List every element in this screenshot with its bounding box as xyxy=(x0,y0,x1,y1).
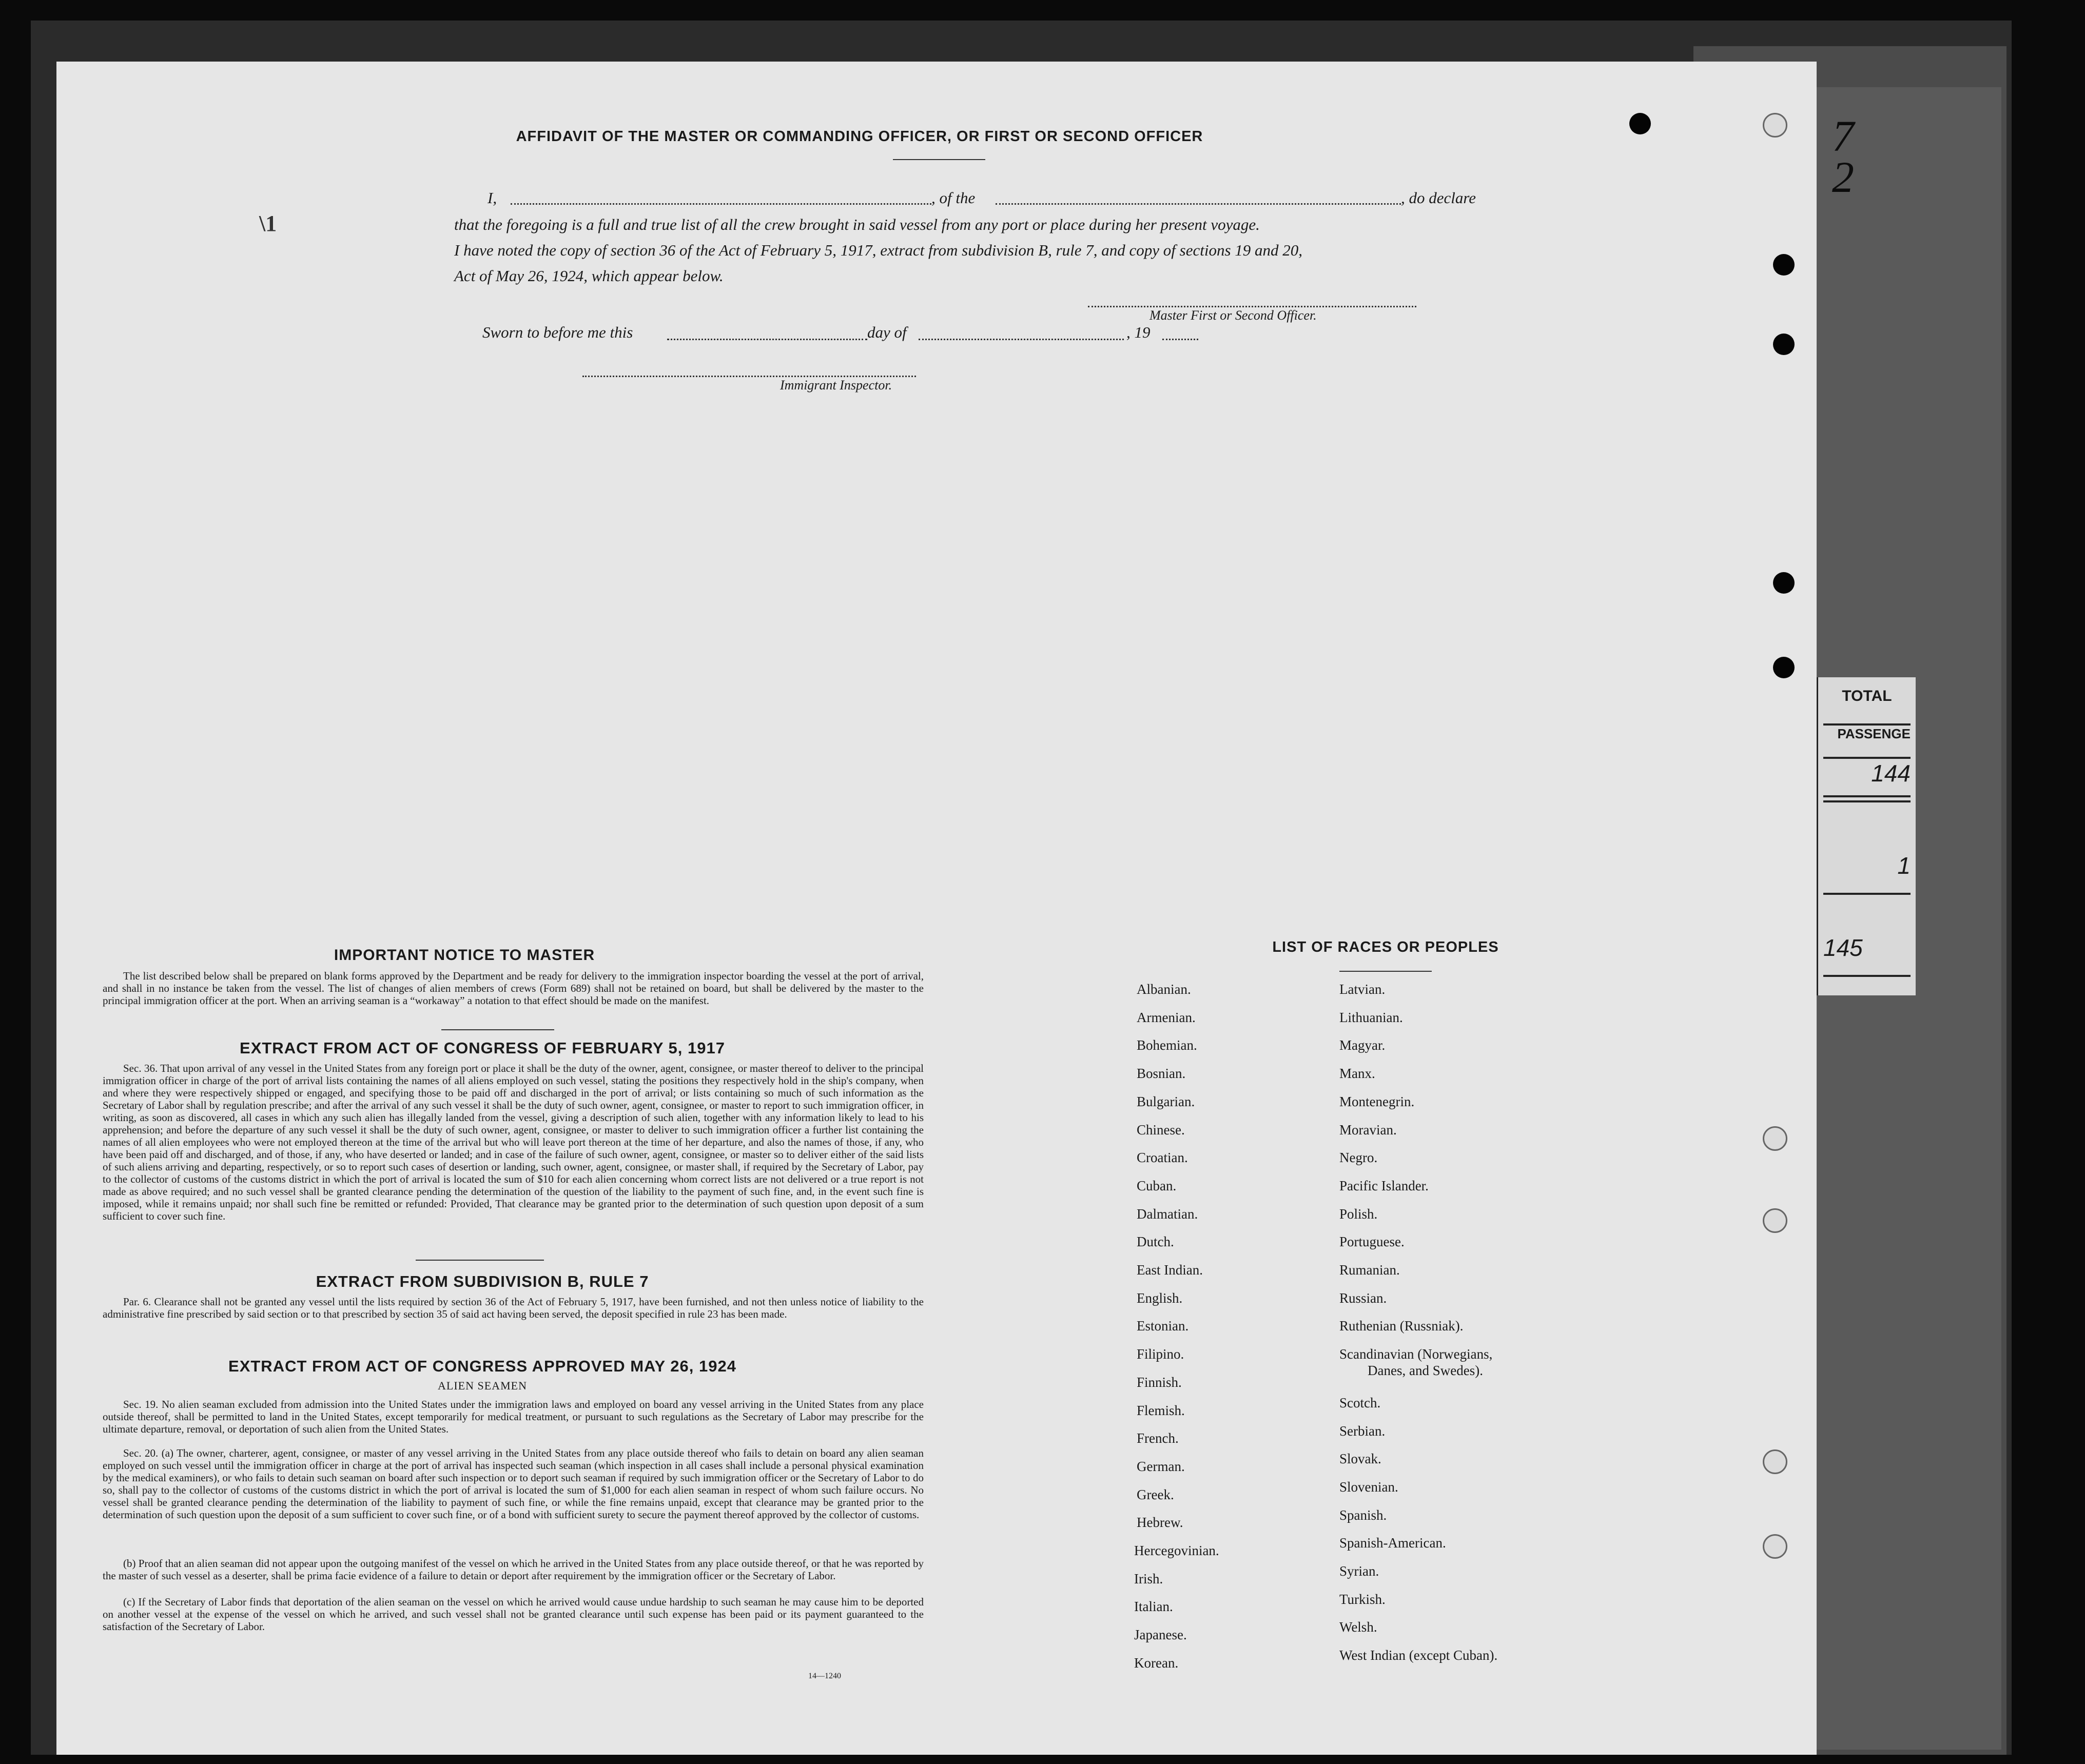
race-item: Hebrew. xyxy=(1137,1515,1183,1531)
tally-rule xyxy=(1823,800,1911,802)
race-item: Bohemian. xyxy=(1137,1037,1197,1053)
race-item: Armenian. xyxy=(1137,1009,1196,1025)
notice-title: IMPORTANT NOTICE TO MASTER xyxy=(334,947,595,964)
race-item: Hercegovinian. xyxy=(1134,1543,1219,1558)
extract-rule7-body: Par. 6. Clearance shall not be granted any vessel until the lists required by section 36 of the Act of February 5, 1917, have been furnished, and not then unless notice of liability to the administrative fine prescribed by said section or to that prescribed by section 35 of said act having been served, the deposit specified in rule 23 has been made. xyxy=(103,1296,924,1320)
race-item: Negro. xyxy=(1339,1150,1378,1166)
race-item: Flemish. xyxy=(1137,1402,1185,1418)
tally-strip xyxy=(1817,677,1916,995)
race-item: Japanese. xyxy=(1134,1627,1187,1643)
race-item: Spanish. xyxy=(1339,1507,1387,1523)
race-item: German. xyxy=(1137,1458,1185,1474)
race-item: Dalmatian. xyxy=(1137,1206,1198,1222)
affidavit-do-declare: , do declare xyxy=(1401,189,1476,207)
extract-1917-title: EXTRACT FROM ACT OF CONGRESS OF FEBRUARY 5, 1917 xyxy=(240,1039,725,1057)
race-item: Filipino. xyxy=(1137,1346,1184,1362)
tally-value-145: 145 xyxy=(1823,934,1911,977)
race-item: East Indian. xyxy=(1137,1262,1203,1278)
race-item: Spanish-American. xyxy=(1339,1535,1446,1551)
race-item: Portuguese. xyxy=(1339,1234,1405,1250)
race-item: Scandinavian (Norwegians, xyxy=(1339,1346,1493,1362)
sworn-year-line xyxy=(1162,339,1198,340)
inspector-signature-label: Immigrant Inspector. xyxy=(780,378,892,393)
master-signature-label: Master First or Second Officer. xyxy=(1149,308,1317,323)
master-signature-line xyxy=(1088,306,1416,307)
extract-1924-title: EXTRACT FROM ACT OF CONGRESS APPROVED MAY 26, 1924 xyxy=(228,1357,736,1375)
tally-value-144: 144 xyxy=(1823,759,1911,797)
tally-total-label: TOTAL xyxy=(1823,688,1911,726)
race-item: Ruthenian (Russniak). xyxy=(1339,1318,1464,1334)
tally-passengers-label: PASSENGE xyxy=(1823,726,1911,759)
race-item: Estonian. xyxy=(1137,1318,1189,1334)
sworn-day-line xyxy=(667,339,867,340)
race-item: Polish. xyxy=(1339,1206,1378,1222)
race-item: Latvian. xyxy=(1339,982,1386,997)
tally-value-1: 1 xyxy=(1823,852,1911,895)
punch-hole xyxy=(1773,657,1795,678)
name-field-line xyxy=(511,203,931,205)
race-item: Magyar. xyxy=(1339,1037,1386,1053)
title-rule xyxy=(893,159,985,160)
extract-rule7-title: EXTRACT FROM SUBDIVISION B, RULE 7 xyxy=(316,1272,649,1290)
race-item: French. xyxy=(1137,1430,1179,1446)
race-item: Korean. xyxy=(1134,1655,1179,1671)
race-item: Moravian. xyxy=(1339,1122,1397,1138)
binder-ring xyxy=(1763,1126,1787,1151)
affidavit-of-the: , of the xyxy=(931,189,976,207)
race-item: Turkish. xyxy=(1339,1591,1386,1607)
manifest-sheet xyxy=(56,62,1817,1755)
sec20c-body: (c) If the Secretary of Labor finds that deportation of the alien seaman on the vessel on which he arrived would cause undue hardship to such seaman he may cause him to be deported on another vessel at the expense of the vessel on which he arrived, and such vessel shall not be granted clearance until such expense has been paid or its payment guaranteed to the satisfaction of the Secretary of Labor. xyxy=(103,1596,924,1633)
race-item: Danes, and Swedes). xyxy=(1368,1363,1483,1379)
sec20b-body: (b) Proof that an alien seaman did not appear upon the outgoing manifest of the vessel on which he arrived in the United States from any place outside thereof, or that he was reported by the master of such vessel as a deserter, shall be prima facie evidence of a failure to detain or deport after requirement by the immigration officer or the Secretary of Labor. xyxy=(103,1557,924,1582)
race-item: Scotch. xyxy=(1339,1395,1381,1410)
sec20a-body: Sec. 20. (a) The owner, charterer, agent, consignee, or master of any vessel arriving in the United States from any place outside thereof who fails to detain on board any alien seaman employed on such vessel until the immigration officer in charge at the port of arrival has inspected such seaman (which inspection in all cases shall include a personal physical examination by the medical examiners), or who fails to detain such seaman on board after such inspection or to deport such seaman if required by such immigration officer or the Secretary of Labor to do so, shall pay to the collector of customs of the customs district in which the port of arrival is located the sum of $1,000 for each alien seaman in respect of whom such failure occurs. No vessel shall be granted clearance pending the determination of the liability to payment of such fine, or while the fine remains unpaid, except that clearance may be granted prior to the determination of such question upon the deposit of a sum sufficient to cover such fine, or of a bond with sufficient surety to secure the payment thereof approved by the collector of customs. xyxy=(103,1447,924,1521)
race-item: Italian. xyxy=(1134,1599,1173,1615)
form-number: 14—1240 xyxy=(808,1672,841,1680)
race-item: Lithuanian. xyxy=(1339,1009,1403,1025)
punch-hole xyxy=(1773,254,1795,276)
race-item: Manx. xyxy=(1339,1066,1375,1082)
affidavit-line2: that the foregoing is a full and true list of all the crew brought in said vessel from any port or place during her present voyage. xyxy=(454,215,1260,233)
section-rule xyxy=(441,1029,554,1030)
race-item: Finnish. xyxy=(1137,1374,1182,1390)
extract-1917-body: Sec. 36. That upon arrival of any vessel in the United States from any foreign port or place it shall be the duty of the owner, agent, consignee, or master thereof to deliver to the principal immigration officer in charge of the port of arrival lists containing the names of all aliens employed on such vessel, stating the positions they respectively hold in the ship's company, when and where they were respectively shipped or engaged, and specifying those to be paid off and discharged in the port of arrival; or lists containing so much of such information as the Secretary of Labor shall by regulation prescribe; and after the arrival of any such vessel it shall be the duty of such owner, agent, consignee, or master to report to such immigration officer, in writing, as soon as discovered, all cases in which any such alien has illegally landed from the vessel, giving a description of such alien, together with any information likely to lead to his apprehension; and before the departure of any such vessel it shall be the duty of such owner, agent, consignee, or master to deliver to such immigration officer a further list containing the names of all alien employees who were not employed thereon at the time of the arrival but who will leave port thereon at the time of her departure, and also the names of those, if any, who have been paid off and discharged, and of those, if any, who have deserted or landed; and in case of the failure of such owner, agent, consignee, or master so to deliver either of the said lists of such aliens arriving and departing, respectively, or so to report such cases of desertion or landing, such owner, agent, consignee, or master shall, if required by the Secretary of Labor, pay to the collector of customs of the customs district in which the port of arrival is located the sum of $10 for each alien concerning whom correct lists are not delivered or a true report is not made as above required; and no such vessel shall be granted clearance pending the determination of the question of the liability to the payment of such fine, and, in the event such fine is imposed, while it remains unpaid; nor shall such fine be remitted or refunded: Provided, That clearance may be granted prior to the determination of such question upon deposit of a sum sufficient to cover such fine. xyxy=(103,1062,924,1222)
affidavit-line4: Act of May 26, 1924, which appear below. xyxy=(454,267,724,285)
punch-hole xyxy=(1773,572,1795,594)
race-item: Irish. xyxy=(1134,1571,1163,1586)
affidavit-title: AFFIDAVIT OF THE MASTER OR COMMANDING OFFICER, OR FIRST OR SECOND OFFICER xyxy=(516,128,1203,145)
race-item: Greek. xyxy=(1137,1486,1174,1502)
race-item: Pacific Islander. xyxy=(1339,1178,1429,1193)
notice-body: The list described below shall be prepared on blank forms approved by the Department and be ready for delivery to the immigration inspector boarding the vessel at the port of arrival, and shall in no instance be taken from the vessel. The list of changes of alien members of crews (Form 689) shall not be retained on board, but shall be delivered by the master to the principal immigration officer at the port. When an arriving seaman is a “workaway” a notation to that effect should be made on the manifest. xyxy=(103,970,924,1007)
race-item: Bulgarian. xyxy=(1137,1093,1195,1109)
race-item: West Indian (except Cuban). xyxy=(1339,1648,1498,1663)
punch-hole xyxy=(1773,334,1795,355)
sec19-body: Sec. 19. No alien seaman excluded from admission into the United States under the immigration laws and employed on board any vessel arriving in the United States from any place outside thereof, shall be permitted to land in the United States, except temporarily for medical treatment, or pursuant to such regulations as the Secretary of Labor may prescribe for the ultimate departure, removal, or deportation of such alien from the United States. xyxy=(103,1398,924,1435)
vessel-field-line xyxy=(996,203,1401,205)
race-item: Dutch. xyxy=(1137,1234,1174,1250)
section-rule xyxy=(1339,971,1432,972)
race-item: Syrian. xyxy=(1339,1563,1379,1579)
day-of-text: day of xyxy=(867,323,907,341)
sworn-month-line xyxy=(919,339,1124,340)
race-item: Cuban. xyxy=(1137,1178,1177,1193)
race-item: Serbian. xyxy=(1339,1423,1386,1439)
race-item: Bosnian. xyxy=(1137,1066,1186,1082)
races-title: LIST OF RACES OR PEOPLES xyxy=(1272,939,1499,955)
race-item: Welsh. xyxy=(1339,1619,1377,1635)
affidavit-line3: I have noted the copy of section 36 of the Act of February 5, 1917, extract from subdivision B, rule 7, and copy of sections 19 and 20, xyxy=(454,241,1303,259)
race-item: English. xyxy=(1137,1290,1183,1306)
race-item: Slovak. xyxy=(1339,1451,1381,1467)
race-item: Slovenian. xyxy=(1339,1479,1398,1495)
section-rule xyxy=(416,1260,544,1261)
race-item: Russian. xyxy=(1339,1290,1387,1306)
race-item: Rumanian. xyxy=(1339,1262,1400,1278)
binder-ring xyxy=(1763,113,1787,138)
race-item: Croatian. xyxy=(1137,1150,1188,1166)
margin-scribble: \1 xyxy=(259,211,277,236)
race-item: Albanian. xyxy=(1137,982,1191,997)
binder-ring xyxy=(1763,1534,1787,1559)
race-item: Chinese. xyxy=(1137,1122,1185,1138)
binder-ring xyxy=(1763,1449,1787,1474)
sworn-text: Sworn to before me this xyxy=(482,323,633,341)
race-item: Montenegrin. xyxy=(1339,1093,1415,1109)
binder-ring xyxy=(1763,1208,1787,1233)
handwritten-page-number: 7 2 xyxy=(1832,111,1854,202)
extract-1924-subtitle: ALIEN SEAMEN xyxy=(438,1379,527,1392)
year-text: , 19 xyxy=(1126,323,1151,341)
inspector-signature-line xyxy=(582,376,916,377)
affidavit-i: I, xyxy=(488,189,497,207)
